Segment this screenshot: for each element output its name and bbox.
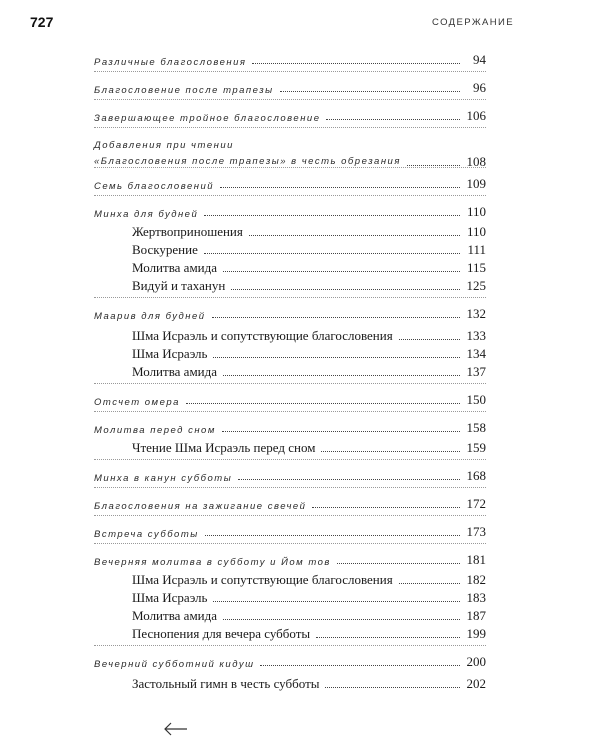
toc-page-number: 187	[466, 608, 486, 623]
dot-leader	[222, 430, 460, 432]
toc-page-number: 125	[466, 278, 486, 293]
arrow-left-icon[interactable]	[164, 722, 188, 736]
toc-subentry[interactable]	[132, 570, 486, 588]
toc-entry-title: Воскурение	[132, 242, 198, 257]
toc-subentry[interactable]	[132, 624, 486, 642]
section-divider	[94, 195, 486, 196]
dot-leader	[312, 506, 460, 508]
toc-entry-title: Отсчет омера	[94, 397, 180, 408]
section-divider	[94, 411, 486, 412]
dot-leader	[223, 270, 460, 272]
toc-page-number: 182	[466, 572, 486, 587]
dot-leader	[337, 562, 460, 564]
toc-entry-title: Минха в канун субботы	[94, 473, 233, 484]
section-divider	[94, 297, 486, 298]
toc-section-entry[interactable]	[94, 174, 486, 192]
page-number: 727	[30, 14, 54, 30]
toc-section-entry[interactable]	[94, 136, 486, 170]
toc-page-number: 137	[466, 364, 486, 379]
toc-section-entry[interactable]	[94, 50, 486, 68]
toc-section-entry[interactable]	[94, 494, 486, 512]
dot-leader	[252, 62, 460, 64]
toc-section-entry[interactable]	[94, 78, 486, 96]
section-divider	[94, 127, 486, 128]
dot-leader	[213, 600, 460, 602]
toc-page-number: 108	[466, 154, 486, 169]
toc-entry-title: Видуй и таханун	[132, 278, 226, 293]
dot-leader	[223, 374, 460, 376]
toc-page-number: 173	[466, 524, 486, 539]
toc-page-number: 134	[466, 346, 486, 361]
toc-page-number: 181	[466, 552, 486, 567]
toc-entry-title: Молитва амида	[132, 260, 218, 275]
dot-leader	[321, 450, 460, 452]
toc-entry-title	[94, 138, 401, 170]
running-head: СОДЕРЖАНИЕ	[432, 17, 514, 28]
dot-leader	[316, 636, 460, 638]
toc-entry-title: Застольный гимн в честь субботы	[132, 676, 320, 691]
toc-subentry[interactable]	[132, 276, 486, 294]
toc-subentry[interactable]	[132, 606, 486, 624]
toc-section-entry[interactable]	[94, 106, 486, 124]
toc-subentry[interactable]	[132, 438, 486, 456]
toc-entry-title: Завершающее тройное благословение	[94, 113, 321, 124]
toc-entry-title: Благословение после трапезы	[94, 85, 274, 96]
toc-entry-title: Молитва амида	[132, 608, 218, 623]
toc-page-number: 202	[466, 676, 486, 691]
toc-subentry[interactable]	[132, 258, 486, 276]
toc-section-entry[interactable]	[94, 390, 486, 408]
toc-page-number: 150	[466, 392, 486, 407]
toc-subentry[interactable]	[132, 344, 486, 362]
dot-leader	[280, 90, 460, 92]
toc-section-entry[interactable]	[94, 550, 486, 568]
toc-section-entry[interactable]	[94, 304, 486, 322]
section-divider	[94, 645, 486, 646]
toc-subentry[interactable]	[132, 240, 486, 258]
section-divider	[94, 515, 486, 516]
toc-section-entry[interactable]	[94, 522, 486, 540]
toc-entry-title-line: «Благословения после трапезы» в честь обрезания	[94, 156, 401, 167]
toc-subentry[interactable]	[132, 326, 486, 344]
toc-section-entry[interactable]	[94, 652, 486, 670]
section-divider	[94, 383, 486, 384]
toc-entry-title: Благословения на зажигание свечей	[94, 501, 307, 512]
dot-leader	[204, 214, 460, 216]
toc-page-number: 133	[466, 328, 486, 343]
dot-leader	[260, 664, 460, 666]
dot-leader	[249, 234, 460, 236]
dot-leader	[326, 118, 460, 120]
dot-leader	[325, 686, 460, 688]
toc-entry-title: Чтение Шма Исраэль перед сном	[132, 440, 316, 455]
toc-page-number: 158	[466, 420, 486, 435]
section-divider	[94, 71, 486, 72]
toc-page-number: 183	[466, 590, 486, 605]
dot-leader	[223, 618, 460, 620]
toc-entry-title: Жертвоприношения	[132, 224, 243, 239]
toc-entry-title: Молитва перед сном	[94, 425, 216, 436]
toc-page-number: 159	[466, 440, 486, 455]
toc-entry-title: Шма Исраэль	[132, 590, 208, 605]
toc-page-number: 94	[473, 52, 486, 67]
toc-page-number: 132	[466, 306, 486, 321]
toc-page-number: 200	[466, 654, 486, 669]
section-divider	[94, 99, 486, 100]
toc-page-number: 110	[466, 224, 486, 239]
toc-page-number: 106	[466, 108, 486, 123]
toc-entry-title-line: Добавления при чтении	[94, 140, 234, 151]
toc-section-entry[interactable]	[94, 202, 486, 220]
toc-entry-title: Различные благословения	[94, 57, 247, 68]
dot-leader	[399, 582, 460, 584]
dot-leader	[213, 356, 460, 358]
toc-page-number: 110	[466, 204, 486, 219]
toc-entry-title: Шма Исраэль	[132, 346, 208, 361]
toc-entry-title: Встреча субботы	[94, 529, 199, 540]
dot-leader	[231, 288, 460, 290]
dot-leader	[204, 252, 460, 254]
section-divider	[94, 543, 486, 544]
toc-section-entry[interactable]	[94, 466, 486, 484]
toc-page-number: 168	[466, 468, 486, 483]
section-divider	[94, 487, 486, 488]
toc-subentry[interactable]	[132, 222, 486, 240]
dot-leader	[212, 316, 460, 318]
dot-leader	[238, 478, 460, 480]
toc-entry-title: Молитва амида	[132, 364, 218, 379]
toc-entry-title: Шма Исраэль и сопутствующие благословения	[132, 328, 393, 343]
toc-subentry[interactable]	[132, 674, 486, 692]
toc-page-number: 115	[466, 260, 486, 275]
toc-entry-title: Шма Исраэль и сопутствующие благословения	[132, 572, 393, 587]
dot-leader	[407, 164, 460, 166]
toc-page-number: 96	[473, 80, 486, 95]
dot-leader	[220, 186, 460, 188]
toc-entry-title: Песнопения для вечера субботы	[132, 626, 311, 641]
toc-entry-title: Семь благословений	[94, 181, 215, 192]
toc-page-number: 199	[466, 626, 486, 641]
dot-leader	[399, 338, 460, 340]
toc-page-number: 172	[466, 496, 486, 511]
toc-subentry[interactable]	[132, 362, 486, 380]
toc-entry-title: Минха для будней	[94, 209, 199, 220]
dot-leader	[205, 534, 460, 536]
toc-entry-title: Вечерняя молитва в субботу и Йом тов	[94, 557, 331, 568]
section-divider	[94, 459, 486, 460]
toc-entry-title: Маарив для будней	[94, 311, 206, 322]
toc-page-number: 111	[467, 242, 486, 257]
toc-entry-title: Вечерний субботний кидуш	[94, 659, 255, 670]
dot-leader	[186, 402, 460, 404]
toc-subentry[interactable]	[132, 588, 486, 606]
toc-page-number: 109	[466, 176, 486, 191]
toc-section-entry[interactable]	[94, 418, 486, 436]
